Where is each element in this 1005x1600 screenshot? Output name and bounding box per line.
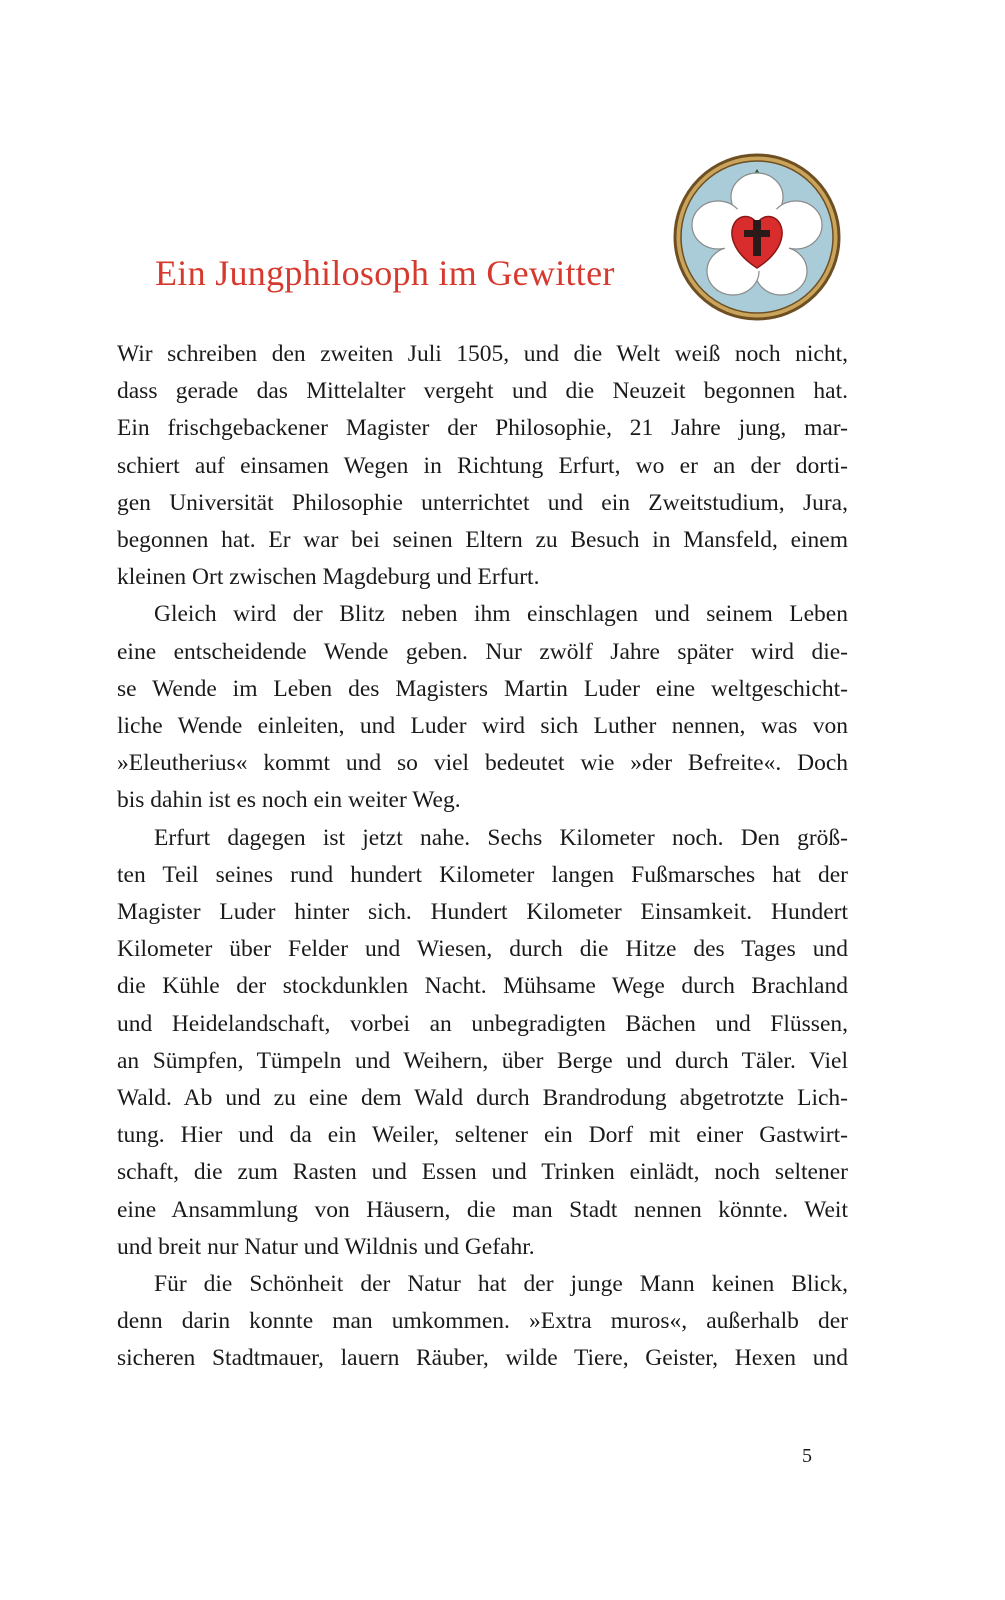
text-line: tung. Hier und da ein Weiler, seltener ein Dorf mit einer Gastwirt- — [117, 1122, 848, 1149]
text-line: und breit nur Natur und Wildnis und Gefahr. — [117, 1233, 535, 1260]
text-line: eine entscheidende Wende geben. Nur zwölf Jahre später wird die- — [117, 638, 848, 665]
chapter-title: Ein Jungphilosoph im Gewitter — [155, 253, 615, 293]
text-line: begonnen hat. Er war bei seinen Eltern zu Besuch in Mansfeld, einem — [117, 527, 848, 554]
text-line: dass gerade das Mittelalter vergeht und die Neuzeit begonnen hat. — [117, 378, 848, 405]
text-line: eine Ansammlung von Häusern, die man Stadt nennen könnte. Weit — [117, 1196, 848, 1223]
text-line: Kilometer über Felder und Wiesen, durch die Hitze des Tages und — [117, 936, 848, 963]
text-line: schiert auf einsamen Wegen in Richtung Erfurt, wo er an der dorti- — [117, 452, 848, 479]
text-line: an Sümpfen, Tümpeln und Weihern, über Berge und durch Täler. Viel — [117, 1047, 848, 1074]
text-line: gen Universität Philosophie unterrichtet und ein Zweitstudium, Jura, — [117, 489, 848, 516]
text-line: bis dahin ist es noch ein weiter Weg. — [117, 787, 461, 814]
text-line: schaft, die zum Rasten und Essen und Trinken einlädt, noch seltener — [117, 1159, 848, 1186]
text-line: Wald. Ab und zu eine dem Wald durch Brandrodung abgetrotzte Lich- — [117, 1085, 848, 1112]
text-line: Ein frischgebackener Magister der Philosophie, 21 Jahre jung, mar- — [117, 415, 848, 442]
text-line: liche Wende einleiten, und Luder wird sich Luther nennen, was von — [117, 713, 848, 740]
text-line: Erfurt dagegen ist jetzt nahe. Sechs Kilometer noch. Den größ- — [154, 824, 848, 851]
text-line: kleinen Ort zwischen Magdeburg und Erfurt. — [117, 564, 540, 591]
text-line: se Wende im Leben des Magisters Martin Luder eine weltgeschicht- — [117, 675, 848, 702]
text-line: und Heidelandschaft, vorbei an unbegradigten Bächen und Flüssen, — [117, 1010, 848, 1037]
text-line: Für die Schönheit der Natur hat der junge Mann keinen Blick, — [154, 1271, 848, 1298]
text-line: sicheren Stadtmauer, lauern Räuber, wilde Tiere, Geister, Hexen und — [117, 1345, 848, 1372]
text-line: Wir schreiben den zweiten Juli 1505, und die Welt weiß noch nicht, — [117, 341, 848, 367]
page-number: 5 — [802, 1445, 812, 1467]
text-line: denn darin konnte man umkommen. »Extra muros«, außerhalb der — [117, 1308, 848, 1335]
text-line: Magister Luder hinter sich. Hundert Kilometer Einsamkeit. Hundert — [117, 899, 848, 926]
text-line: Gleich wird der Blitz neben ihm einschlagen und seinem Leben — [154, 601, 848, 628]
text-line: »Eleutherius« kommt und so viel bedeutet wie »der Befreite«. Doch — [117, 750, 848, 777]
luther-rose-icon — [672, 152, 842, 322]
body-text — [117, 336, 848, 1378]
text-line: die Kühle der stockdunklen Nacht. Mühsame Wege durch Brachland — [117, 973, 848, 1000]
text-line: ten Teil seines rund hundert Kilometer langen Fußmarsches hat der — [117, 861, 848, 888]
